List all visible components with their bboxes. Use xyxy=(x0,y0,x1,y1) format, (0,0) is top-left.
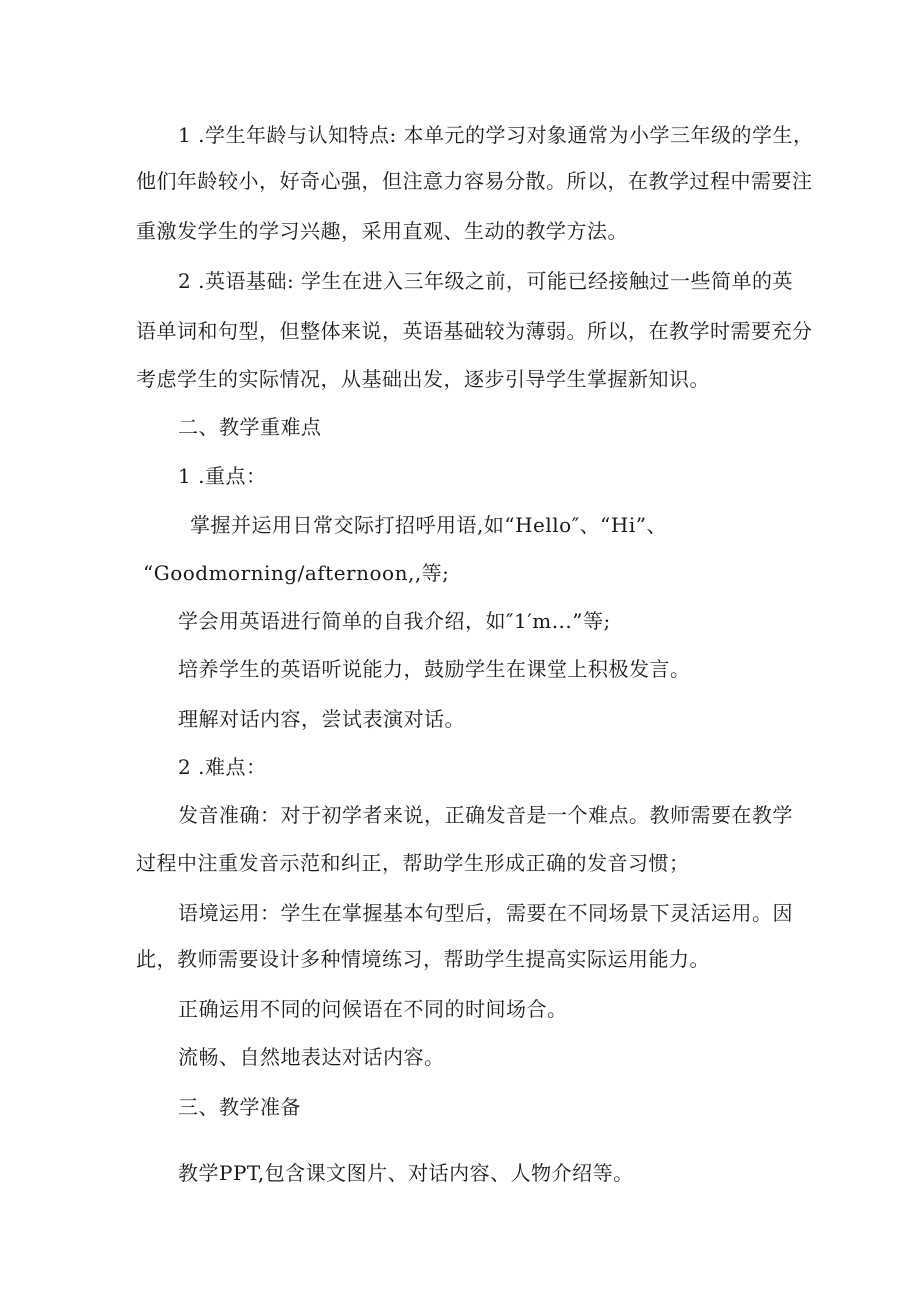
key-point-self-intro: 学会用英语进行简单的自我介绍，如″1′m...”等; xyxy=(178,609,611,633)
para-age-cognition-line-3: 重激发学生的学习兴趣，采用直观、生动的教学方法。 xyxy=(136,219,628,243)
para-english-basis-line-1: 2 .英语基础: 学生在进入三年级之前，可能已经接触过一些简单的英 xyxy=(178,269,794,293)
difficult-pronunciation-line-1: 发音准确：对于初学者来说，正确发音是一个难点。教师需要在教学 xyxy=(178,803,793,827)
preparation-ppt: 教学PPT,包含课文图片、对话内容、人物介绍等。 xyxy=(178,1161,634,1185)
difficult-pronunciation-line-2: 过程中注重发音示范和纠正，帮助学生形成正确的发音习惯； xyxy=(136,851,690,875)
key-point-listening-speaking: 培养学生的英语听说能力，鼓励学生在课堂上积极发言。 xyxy=(178,657,691,681)
subheading-difficult-points: 2 .难点： xyxy=(178,755,267,779)
key-point-greetings-line-2: “Goodmorning/afternoon,,等; xyxy=(143,561,450,585)
key-point-dialogue: 理解对话内容，尝试表演对话。 xyxy=(178,707,465,731)
para-age-cognition-line-2: 他们年龄较小，好奇心强，但注意力容易分散。所以，在教学过程中需要注 xyxy=(136,169,813,193)
para-age-cognition-line-1: 1 .学生年龄与认知特点: 本单元的学习对象通常为小学三年级的学生， xyxy=(178,123,814,147)
key-point-greetings-line-1: 掌握并运用日常交际打招呼用语,如“Hello″、“Hi”、 xyxy=(190,513,667,537)
difficult-context-line-2: 此，教师需要设计多种情境练习，帮助学生提高实际运用能力。 xyxy=(136,947,710,971)
section-heading-preparation: 三、教学准备 xyxy=(178,1095,301,1119)
para-english-basis-line-3: 考虑学生的实际情况，从基础出发，逐步引导学生掌握新知识。 xyxy=(136,367,710,391)
section-heading-key-difficult-points: 二、教学重难点 xyxy=(178,415,322,439)
difficult-greeting-usage: 正确运用不同的问候语在不同的时间场合。 xyxy=(178,997,568,1021)
difficult-fluent-expression: 流畅、自然地表达对话内容。 xyxy=(178,1045,445,1069)
subheading-key-points: 1 .重点： xyxy=(178,464,267,488)
difficult-context-line-1: 语境运用：学生在掌握基本句型后，需要在不同场景下灵活运用。因 xyxy=(178,901,793,925)
para-english-basis-line-2: 语单词和句型，但整体来说，英语基础较为薄弱。所以，在教学时需要充分 xyxy=(136,319,813,343)
